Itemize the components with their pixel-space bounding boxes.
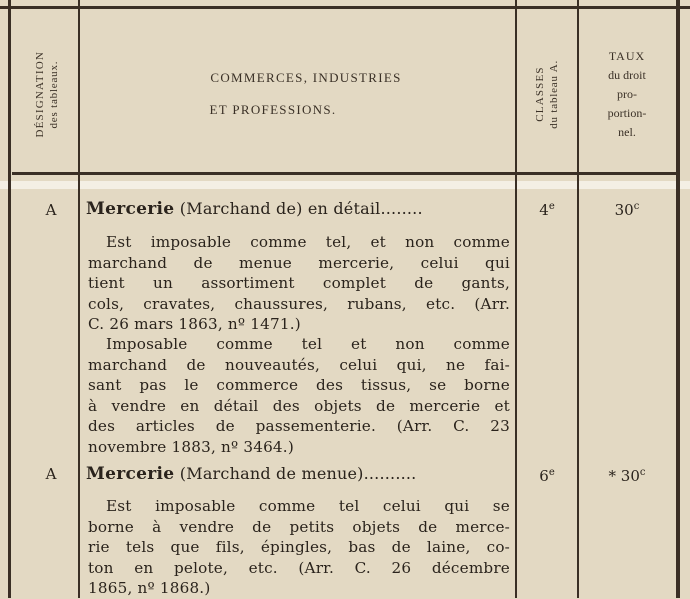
entry-note-paragraph xyxy=(88,334,510,458)
entry-code: A xyxy=(45,465,57,483)
classes-label-line2: du tableau A. xyxy=(548,59,560,129)
entry-class-value: 4 xyxy=(539,201,549,219)
main-label-line1: COMMERCES, INDUSTRIES xyxy=(210,70,402,85)
note-line: marchand de menue mercerie, celui qui xyxy=(88,253,510,272)
entry-class-value: 6 xyxy=(539,467,549,485)
top-border xyxy=(0,6,690,9)
header-designation xyxy=(22,14,72,174)
note-line: rie tels que fils, épingles, bas de laine, co- xyxy=(88,538,510,557)
taux-label-line4: portion- xyxy=(607,105,647,120)
note-line: Est imposable comme tel celui qui se xyxy=(106,497,510,515)
header-classes xyxy=(520,14,574,174)
main-label-line2: ET PROFESSIONS. xyxy=(209,102,337,117)
note-line: Imposable comme tel et non comme xyxy=(106,335,510,353)
right-border xyxy=(676,0,680,598)
taux-label-line2: du droit xyxy=(608,67,646,82)
entry-code: A xyxy=(45,201,57,219)
entry-title-bold: Mercerie xyxy=(86,464,175,484)
note-line: Est imposable comme tel, et non comme xyxy=(106,233,510,251)
note-line: ton en pelote, etc. (Arr. C. 26 décembre xyxy=(88,558,510,577)
taux-label-line1: TAUX xyxy=(608,48,646,63)
note-line: borne à vendre de petits objets de merce- xyxy=(88,517,510,536)
entry-class xyxy=(518,467,576,485)
entry-rate-sup: c xyxy=(639,467,646,478)
entry-class xyxy=(518,201,576,219)
taux-label-line5: nel. xyxy=(618,124,636,139)
entry-rate-value: * 30 xyxy=(608,467,640,485)
note-line: C. 26 mars 1863, nº 1471.) xyxy=(88,315,301,334)
column-divider-classes xyxy=(577,0,579,598)
note-line: tient un assortiment complet de gants, xyxy=(88,274,510,293)
entry-class-sup: e xyxy=(548,467,555,478)
entry-title-rest: (Marchand de) en détail........ xyxy=(179,199,423,218)
entry-title-bold: Mercerie xyxy=(86,199,175,219)
entry-note-paragraph xyxy=(88,496,510,599)
classes-label-line1: CLASSES xyxy=(534,66,546,122)
note-line: marchand de nouveautés, celui qui, ne fai- xyxy=(88,355,510,374)
entry-title xyxy=(86,464,516,484)
designation-label-line2: des tableaux. xyxy=(48,60,60,128)
entry-note-paragraph xyxy=(88,232,510,335)
entry-rate xyxy=(580,467,674,485)
entry-rate-sup: c xyxy=(633,201,640,212)
entry-title xyxy=(86,199,516,219)
note-line: cols, cravates, chaussures, rubans, etc. (Arr. xyxy=(88,294,510,313)
column-divider-designation xyxy=(78,0,80,598)
note-line: des articles de passementerie. (Arr. C. 23 xyxy=(88,417,510,436)
entry-rate-value: 30 xyxy=(614,201,634,219)
taux-label-line3: pro- xyxy=(617,86,637,101)
header-separator xyxy=(0,181,690,189)
note-line: sant pas le commerce des tissus, se borne xyxy=(88,376,510,395)
note-line: à vendre en détail des objets de mercerie et xyxy=(88,396,510,415)
header-taux xyxy=(580,14,674,174)
entry-class-sup: e xyxy=(548,201,555,212)
entry-title-rest: (Marchand de menue).......... xyxy=(179,464,417,483)
header-main xyxy=(82,14,516,174)
note-line: 1865, nº 1868.) xyxy=(88,579,211,598)
note-line: novembre 1883, nº 3464.) xyxy=(88,437,294,456)
designation-label-line1: DÉSIGNATION xyxy=(34,50,46,138)
entry-rate xyxy=(580,201,674,219)
left-border xyxy=(8,0,11,598)
